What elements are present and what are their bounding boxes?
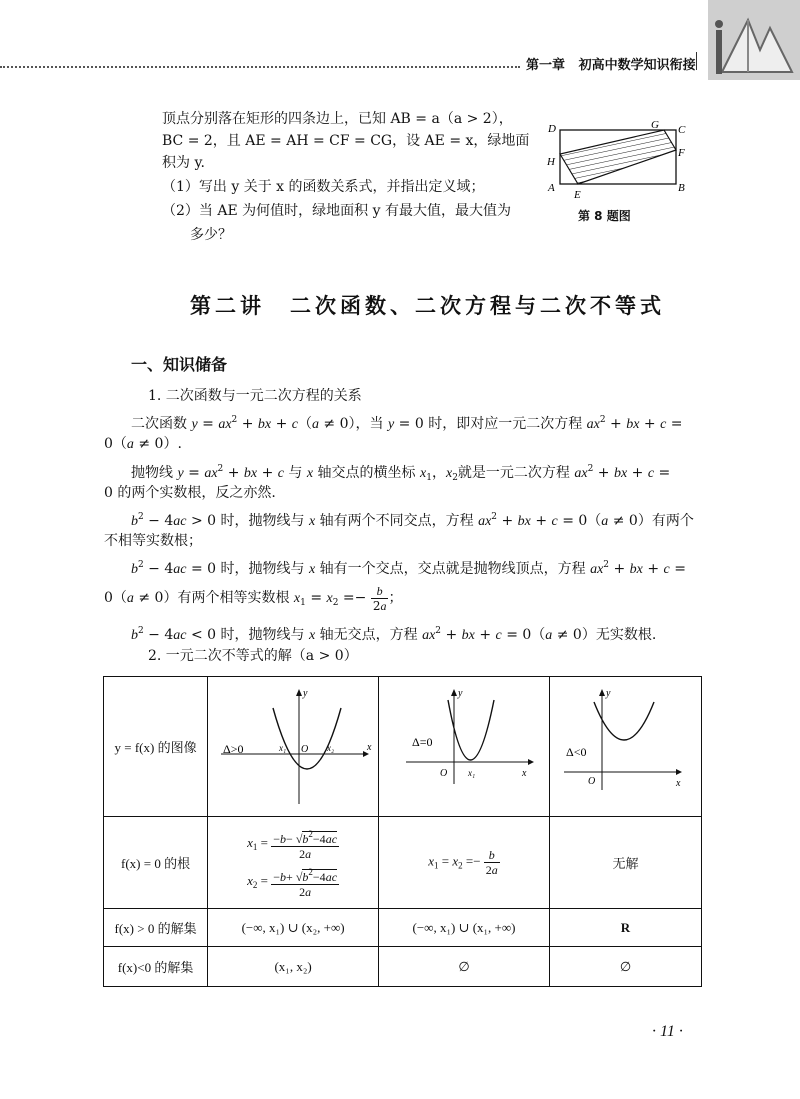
delta-zero-label: Δ=0 (411, 734, 432, 749)
svg-text:x: x (676, 777, 681, 789)
paragraph-4b: 0（a ≠ 0）有两个相等实数根 $x_1 = x_2$ =− $\frac{b}{2a}$ ； (104, 583, 403, 613)
paragraph-2b: 0 的两个实数根，反之亦然. (104, 485, 276, 501)
less-solution-2: ∅ (379, 947, 550, 987)
paragraph-3b: 不相等实数根； (104, 533, 202, 549)
header-separator (696, 52, 697, 70)
label-g: G (651, 119, 659, 131)
header-dotted-rule (0, 66, 520, 68)
problem-line-2: BC = 2，且 AE = AH = CF = CG，设 AE = x，绿地面 (162, 133, 530, 149)
delta-positive-label: Δ>0 (222, 741, 244, 756)
roots-none: 无解 (549, 817, 701, 909)
greater-solution-2: (−∞, x₁) ∪ (x₁, +∞) (379, 909, 550, 947)
label-f: F (678, 147, 685, 159)
svg-text:O: O (588, 775, 596, 787)
label-c: C (678, 124, 686, 136)
section-heading: 一、知识储备 (131, 355, 228, 374)
paragraph-1b: 0（a ≠ 0）. (104, 436, 182, 452)
delta-negative-label: Δ<0 (566, 744, 587, 759)
roots-two-distinct: $x_1$ = $\frac{-b- √b^2-4ac}{2a}$ $x_2$ = $\frac{-b+ √b^2-4ac}{2a}$ (208, 817, 379, 909)
table-row (104, 677, 702, 817)
svg-text:x₁: x₁ (467, 767, 475, 778)
paragraph-5: $b^2 - 4ac < 0$ 时，抛物线与 x 轴无交点，方程 $ax^2$ + bx + c = 0（a ≠ 0）无实数根. (131, 626, 657, 643)
chapter-number: 第一章 (526, 58, 566, 73)
paragraph-1a: 二次函数 $y = ax^2$ + bx + c（a ≠ 0），当 y = 0 时，即对应一元二次方程 $ax^2$ + bx + c = (131, 415, 683, 432)
less-solution-1: (x₁, x₂) (208, 947, 379, 987)
paragraph-3a: $b^2 - 4ac > 0$ 时，抛物线与 x 轴有两个不同交点，方程 $ax^2$ + bx + c = 0（a ≠ 0）有两个 (131, 512, 694, 529)
table-row (104, 947, 702, 987)
chapter-title: 初高中数学知识衔接 (578, 58, 696, 73)
svg-text:x₁: x₁ (278, 742, 286, 753)
row-label-greater: f(x) > 0 的解集 (104, 909, 208, 947)
lecture-title: 第二讲 二次函数、二次方程与二次不等式 (190, 294, 665, 318)
table-row (104, 817, 702, 909)
svg-text:x: x (366, 741, 372, 753)
row-label-roots: f(x) = 0 的根 (104, 817, 208, 909)
figure-caption: 第 8 题图 (578, 209, 631, 223)
problem-line-1: 顶点分别落在矩形的四条边上，已知 AB = a（a > 2）， (162, 111, 513, 127)
graph-cell-zero-delta (379, 677, 550, 817)
paragraph-4a: $b^2 - 4ac = 0$ 时，抛物线与 x 轴有一个交点，交点就是抛物线顶点，方程 $ax^2$ + bx + c = (131, 560, 686, 577)
svg-text:y: y (457, 687, 462, 699)
row-label-graph: y = f(x) 的图像 (104, 677, 208, 817)
label-d: D (548, 123, 556, 135)
running-header (526, 54, 696, 73)
graph-delta-positive (211, 680, 376, 810)
paragraph-2a: 抛物线 $y = ax^2$ + bx + c 与 x 轴交点的横坐标 $x_1$，$x_2$就是一元二次方程 $ax^2$ + bx + c = (131, 464, 671, 483)
label-a: A (548, 182, 555, 194)
roots-equal: $x_1 = x_2$ =− $\frac{b}{2a}$ (379, 817, 550, 909)
svg-text:x₂: x₂ (326, 742, 334, 753)
subsection-1-heading: 1. 二次函数与一元二次方程的关系 (148, 388, 362, 404)
table-row (104, 909, 702, 947)
svg-text:x: x (521, 767, 526, 779)
graph-delta-negative (550, 680, 700, 810)
label-h: H (547, 156, 555, 168)
chapter-logo-icon (708, 0, 800, 80)
greater-solution-1: (−∞, x₁) ∪ (x₂, +∞) (208, 909, 379, 947)
subsection-2-heading: 2. 一元二次不等式的解（a > 0） (148, 648, 358, 664)
svg-text:O: O (300, 743, 308, 755)
problem-question-1: （1）写出 y 关于 x 的函数关系式，并指出定义域； (162, 179, 485, 195)
svg-text:O: O (439, 767, 447, 779)
problem-line-3: 积为 y. (162, 155, 205, 171)
label-b: B (678, 182, 685, 194)
graph-delta-zero (382, 680, 547, 810)
svg-text:y: y (606, 687, 611, 699)
less-solution-3: ∅ (549, 947, 701, 987)
quadratic-table (103, 676, 702, 987)
svg-text:y: y (302, 687, 308, 699)
graph-cell-positive-delta (208, 677, 379, 817)
green-area-quadrilateral (560, 130, 676, 184)
label-e: E (574, 189, 581, 201)
graph-cell-negative-delta (549, 677, 701, 817)
problem-question-2-cont: 多少？ (190, 227, 232, 243)
greater-solution-3: R (549, 909, 701, 947)
problem-question-2: （2）当 AE 为何值时，绿地面积 y 有最大值，最大值为 (162, 203, 511, 219)
problem-figure (540, 114, 700, 204)
page-number: · 11 · (652, 1023, 683, 1040)
row-label-less: f(x)<0 的解集 (104, 947, 208, 987)
